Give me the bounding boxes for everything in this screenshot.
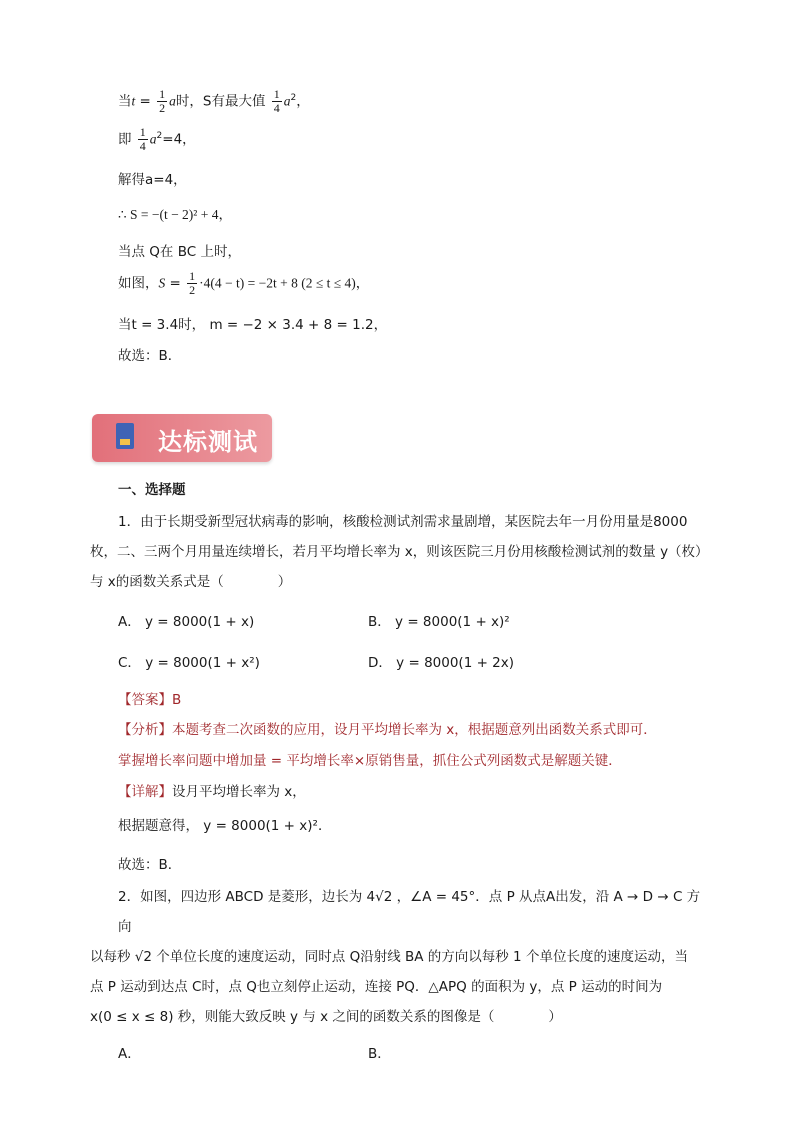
- q1-option-d[interactable]: D． y = 8000(1 + 2x): [368, 655, 515, 671]
- banner-title: 达标测试: [158, 428, 258, 456]
- q1-conclusion: 故选：B．: [118, 857, 182, 873]
- q1-analysis-2: 掌握增长率问题中增加量 = 平均增长率×原销售量，抓住公式列函数式是解题关键．: [118, 753, 622, 769]
- solution-line-2: 即 $\frac{1}{4}$ $a^2=4$，: [118, 125, 196, 153]
- solution-line-6: 如图，S = $\frac{1}{2}$ ·4(4 − t) = −2t + 8 (2 ≤ t ≤ 4)，: [118, 269, 370, 297]
- fraction-half: $\frac{1}{2}$: [159, 87, 166, 115]
- solution-line-5: 当点 Q在 BC 上时，: [118, 244, 241, 260]
- q1-detail: 【详解】设月平均增长率为 x，: [118, 784, 306, 800]
- q1-detail-2: 根据题意得， y = 8000(1 + x)²．: [118, 818, 332, 834]
- question-2-stem: 2．如图，四边形 ABCD 是菱形，边长为 4√2 ，∠A = 45°．点 P 从点A出发，沿 A → D → C 方向 以每秒 √2 个单位长度的速度运动，同时点 Q沿射线 BA 的方向以每秒 1 个单位长度的速度运动，当 点 P 运动到达点 C时，点 Q也立刻停止运动，连接 PQ．△APQ 的面积为 y，点 P 运动的时间为 x(0 ≤ x ≤ 8) 秒，则能大致反映 y 与 x 之间的函数关系的图像是（ ）: [90, 889, 701, 1025]
- q1-option-c[interactable]: C． y = 8000(1 + x²): [118, 655, 260, 671]
- q1-option-a[interactable]: A． y = 8000(1 + x): [118, 614, 255, 630]
- solution-line-3: 解得a=4，: [118, 172, 187, 188]
- question-1-stem: 1．由于长期受新型冠状病毒的影响，核酸检测试剂需求量剧增，某医院去年一月份用量是8000 枚，二、三两个月用量连续增长，若月平均增长率为 x，则该医院三月份用核酸检测试剂的数量 y（枚） 与 x的函数关系式是（ ）: [90, 514, 709, 590]
- solution-line-7: 当t = 3.4时， m = −2 × 3.4 + 8 = 1.2，: [118, 317, 388, 333]
- book-icon: [116, 423, 134, 449]
- section-banner: [92, 414, 272, 462]
- solution-line-4: ∴ S = −(t − 2)² + 4，: [118, 207, 232, 222]
- q1-answer: 【答案】B: [118, 692, 182, 708]
- q1-option-b[interactable]: B． y = 8000(1 + x)²: [368, 614, 510, 630]
- fraction-quarter: $\frac{1}{4}$: [273, 87, 280, 115]
- q1-analysis: 【分析】本题考查二次函数的应用，设月平均增长率为 x，根据题意列出函数关系式即可．: [118, 722, 657, 738]
- section-heading: 一、选择题: [118, 482, 186, 498]
- q2-option-a[interactable]: A．: [118, 1046, 141, 1062]
- q2-option-b[interactable]: B．: [368, 1046, 391, 1062]
- solution-line-1: 当t = $\frac{1}{2}$ a时，S有最大值 $\frac{1}{4}$ $a^2$，: [118, 87, 310, 115]
- answer-label: 【答案】: [118, 692, 172, 708]
- solution-line-8: 故选：B．: [118, 348, 182, 364]
